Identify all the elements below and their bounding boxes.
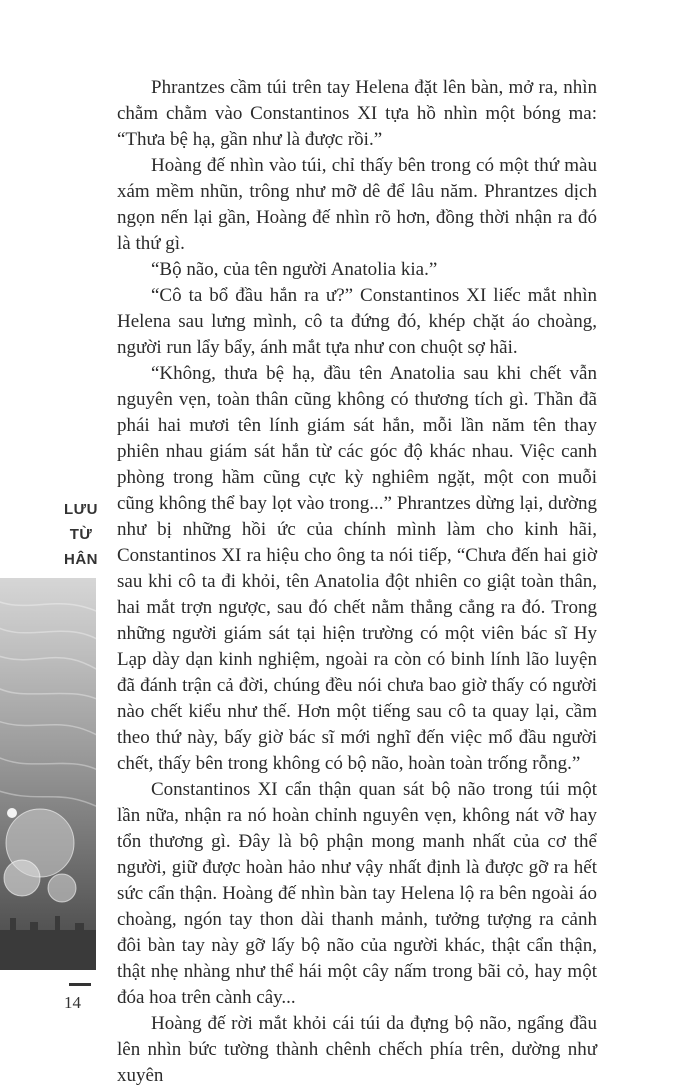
page-number-rule xyxy=(69,983,91,986)
body-text xyxy=(117,75,597,1089)
decorative-side-illustration xyxy=(0,578,96,970)
author-name-vertical xyxy=(58,497,104,572)
page-number: 14 xyxy=(64,993,81,1012)
paragraph: “Bộ não, của tên người Anatolia kia.” xyxy=(151,259,438,280)
author-line: LƯU xyxy=(64,501,98,518)
paragraph: “Không, thưa bệ hạ, đầu tên Anatolia sau khi chết vẫn nguyên vẹn, toàn thân cũng không có thương tích gì. Thần đã phái hai mươi tên lính giám sát hắn, mỗi lần năm tên thay phiên nhau giám sát hắn từ các góc độ khác nhau. Việc canh phòng trong hầm cũng cực kỳ nghiêm ngặt, một con muỗi cũng không thể bay lọt vào trong...” Phrantzes dừng lại, dường như bị những hồi ức của chính mình làm cho kinh hãi, Constantinos XI ra hiệu cho ông ta nói tiếp, “Chưa đến hai giờ sau khi cô ta đi khỏi, tên Anatolia đột nhiên co giật toàn thân, hai mắt trợn ngược, sau đó chết nằm thẳng cẳng ra đó. Trong những người giám sát tại hiện trường có một viên bác sĩ Hy Lạp dày dạn kinh nghiệm, ngoài ra còn có binh lính lão luyện đã đánh trận cả đời, chúng đều nói chưa bao giờ thấy có người nào chết kiểu như thế. Hơn một tiếng sau cô ta quay lại, cầm theo thứ này, bấy giờ bác sĩ mới nghĩ đến việc mổ đầu người chết, thấy bên trong không có bộ não, hoàn toàn trống rỗng.” xyxy=(117,363,597,774)
paragraph: Constantinos XI cẩn thận quan sát bộ não trong túi một lần nữa, nhận ra nó hoàn chỉnh nguyên vẹn, không nát vỡ hay tổn thương gì. Đây là bộ phận mong manh nhất của cơ thể người, giữ được hoàn hảo như vậy nhất định là được gỡ ra hết sức cẩn thận. Hoàng đế nhìn bàn tay Helena lộ ra bên ngoài áo choàng, ngón tay thon dài thanh mảnh, tưởng tượng ra cảnh đôi bàn tay này gỡ lấy bộ não của người khác, thật cẩn thận, thật nhẹ nhàng như thể hái một cây nấm trong bãi cỏ, hay một đóa hoa trên cành cây... xyxy=(117,779,597,1008)
paragraph: “Cô ta bổ đầu hắn ra ư?” Constantinos XI liếc mắt nhìn Helena sau lưng mình, cô ta đứng đó, khép chặt áo choàng, người run lẩy bẩy, ánh mắt tựa như con chuột sợ hãi. xyxy=(117,285,597,358)
author-line: HÂN xyxy=(64,551,98,568)
author-line: TỪ xyxy=(69,526,93,543)
paragraph: Hoàng đế nhìn vào túi, chỉ thấy bên trong có một thứ màu xám mềm nhũn, trông như mỡ dê để lâu năm. Phrantzes dịch ngọn nến lại gần, Hoàng đế nhìn rõ hơn, đồng thời nhận ra đó là thứ gì. xyxy=(117,155,597,254)
paragraph: Hoàng đế rời mắt khỏi cái túi da đựng bộ não, ngẩng đầu lên nhìn bức tường thành chênh chếch phía trên, dường như xuyên xyxy=(117,1013,597,1086)
swirl-sky-art xyxy=(0,578,96,970)
paragraph: Phrantzes cầm túi trên tay Helena đặt lên bàn, mở ra, nhìn chằm chằm vào Constantinos XI tựa hồ nhìn một bóng ma: “Thưa bệ hạ, gần như là được rồi.” xyxy=(117,77,597,150)
